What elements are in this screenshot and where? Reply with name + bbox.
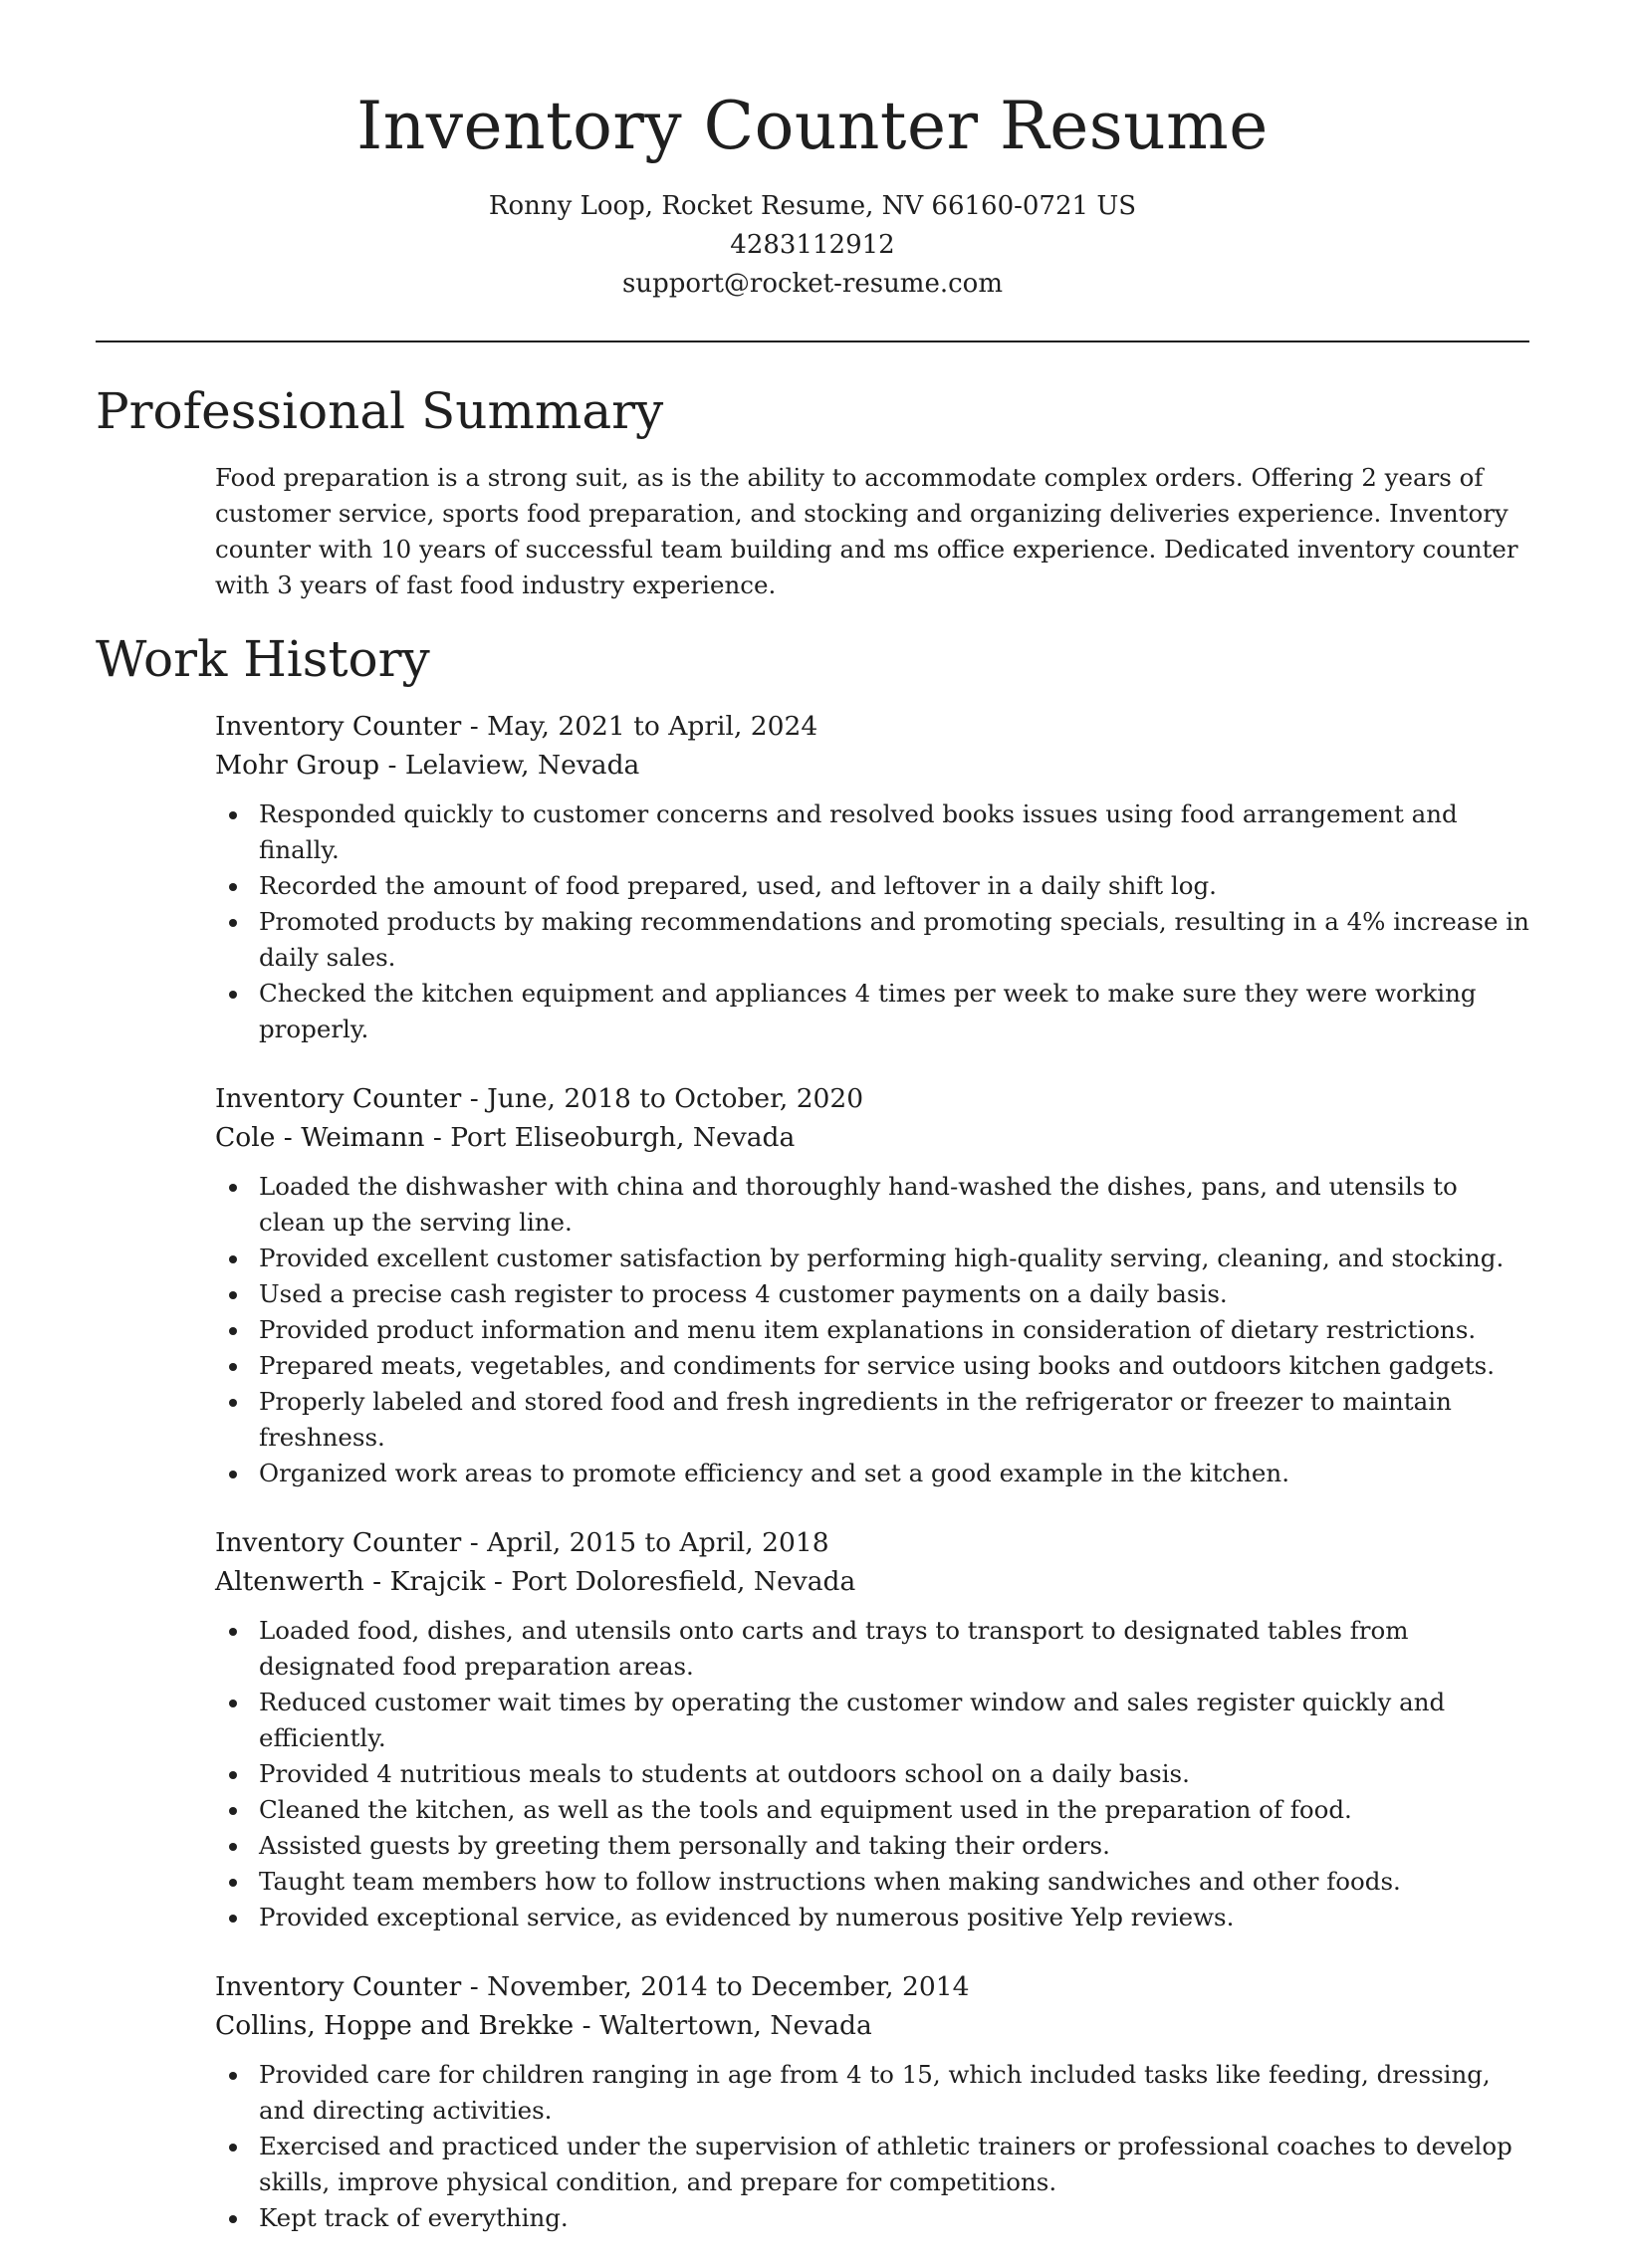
job-bullet: Assisted guests by greeting them personally and taking their orders.	[259, 1828, 1529, 1864]
job-bullet: Provided exceptional service, as evidenced by numerous positive Yelp reviews.	[259, 1900, 1529, 1935]
job-bullet: Exercised and practiced under the supervision of athletic trainers or professional coaches to develop skills, improve physical condition, and prepare for competitions.	[259, 2129, 1529, 2200]
job-bullet: Used a precise cash register to process 4 customer payments on a daily basis.	[259, 1276, 1529, 1312]
work-history-heading: Work History	[96, 630, 430, 688]
job-location: - Port Doloresfield, Nevada	[485, 1566, 856, 1597]
job-dates: - April, 2015 to April, 2018	[461, 1527, 829, 1558]
job-entry	[215, 1523, 1529, 1935]
summary-heading: Professional Summary	[96, 382, 664, 440]
job-company: Altenwerth - Krajcik	[215, 1566, 486, 1597]
job-bullet: Provided excellent customer satisfaction by performing high-quality serving, cleaning, and stocking.	[259, 1241, 1529, 1276]
job-title-line	[215, 1523, 1529, 1562]
job-title-line	[215, 1079, 1529, 1118]
job-bullet: Properly labeled and stored food and fresh ingredients in the refrigerator or freezer to maintain freshness.	[259, 1384, 1529, 1456]
job-company: Mohr Group	[215, 750, 380, 781]
job-bullet: Provided care for children ranging in age from 4 to 15, which included tasks like feeding, dressing, and directing activities.	[259, 2057, 1529, 2129]
resume-header	[96, 80, 1529, 304]
contact-address: Ronny Loop, Rocket Resume, NV 66160-0721 US	[488, 191, 1137, 221]
job-company-line	[215, 2006, 1529, 2045]
job-title: Inventory Counter	[215, 1971, 462, 2002]
job-bullet: Prepared meats, vegetables, and condiments for service using books and outdoors kitchen gadgets.	[259, 1348, 1529, 1384]
job-bullets	[215, 796, 1529, 1047]
job-bullet: Provided product information and menu item explanations in consideration of dietary restrictions.	[259, 1312, 1529, 1348]
resume-title: Inventory Counter Resume	[356, 88, 1269, 164]
summary-text: Food preparation is a strong suit, as is the ability to accommodate complex orders. Offering 2 years of customer service, sports food preparation, and stocking and organizing deliveries experience. Inventory counter with 10 years of successful team building and ms office experience. Dedicated inventory counter with 3 years of fast food industry experience.	[215, 463, 1518, 599]
job-company: Cole - Weimann	[215, 1122, 425, 1153]
job-title-line	[215, 707, 1529, 746]
job-location: - Waltertown, Nevada	[574, 2010, 872, 2041]
job-bullet: Provided 4 nutritious meals to students at outdoors school on a daily basis.	[259, 1756, 1529, 1792]
contact-info	[96, 187, 1529, 304]
job-bullets	[215, 2057, 1529, 2236]
job-bullet: Checked the kitchen equipment and appliances 4 times per week to make sure they were working properly.	[259, 976, 1529, 1047]
job-bullet: Promoted products by making recommendations and promoting specials, resulting in a 4% increase in daily sales.	[259, 904, 1529, 976]
job-company-line	[215, 746, 1529, 785]
job-title: Inventory Counter	[215, 1083, 462, 1114]
job-bullet: Taught team members how to follow instructions when making sandwiches and other foods.	[259, 1864, 1529, 1900]
job-bullet: Reduced customer wait times by operating the customer window and sales register quickly and efficiently.	[259, 1685, 1529, 1756]
job-bullet: Cleaned the kitchen, as well as the tools and equipment used in the preparation of food.	[259, 1792, 1529, 1828]
job-title-line	[215, 1967, 1529, 2006]
work-history-list	[215, 707, 1529, 2268]
header-divider	[96, 340, 1529, 342]
job-entry	[215, 707, 1529, 1047]
job-title: Inventory Counter	[215, 1527, 462, 1558]
job-bullet: Loaded the dishwasher with china and thoroughly hand-washed the dishes, pans, and utensils to clean up the serving line.	[259, 1169, 1529, 1241]
job-entry	[215, 1967, 1529, 2236]
job-dates: - May, 2021 to April, 2024	[461, 711, 818, 742]
job-entry	[215, 1079, 1529, 1491]
job-company-line	[215, 1562, 1529, 1601]
job-bullets	[215, 1169, 1529, 1491]
job-location: - Port Eliseoburgh, Nevada	[424, 1122, 796, 1153]
job-bullet: Responded quickly to customer concerns and resolved books issues using food arrangement and finally.	[259, 796, 1529, 868]
job-company: Collins, Hoppe and Brekke	[215, 2010, 575, 2041]
job-dates: - November, 2014 to December, 2014	[461, 1971, 970, 2002]
job-bullet: Kept track of everything.	[259, 2200, 1529, 2236]
job-bullet: Organized work areas to promote efficiency and set a good example in the kitchen.	[259, 1456, 1529, 1491]
contact-email: support@rocket-resume.com	[621, 269, 1003, 299]
job-bullet: Recorded the amount of food prepared, used, and leftover in a daily shift log.	[259, 868, 1529, 904]
job-dates: - June, 2018 to October, 2020	[461, 1083, 864, 1114]
job-bullets	[215, 1613, 1529, 1935]
job-title: Inventory Counter	[215, 711, 462, 742]
job-company-line	[215, 1118, 1529, 1157]
job-location: - Lelaview, Nevada	[379, 750, 640, 781]
contact-phone: 4283112912	[730, 230, 895, 260]
job-bullet: Loaded food, dishes, and utensils onto carts and trays to transport to designated tables from designated food preparation areas.	[259, 1613, 1529, 1685]
